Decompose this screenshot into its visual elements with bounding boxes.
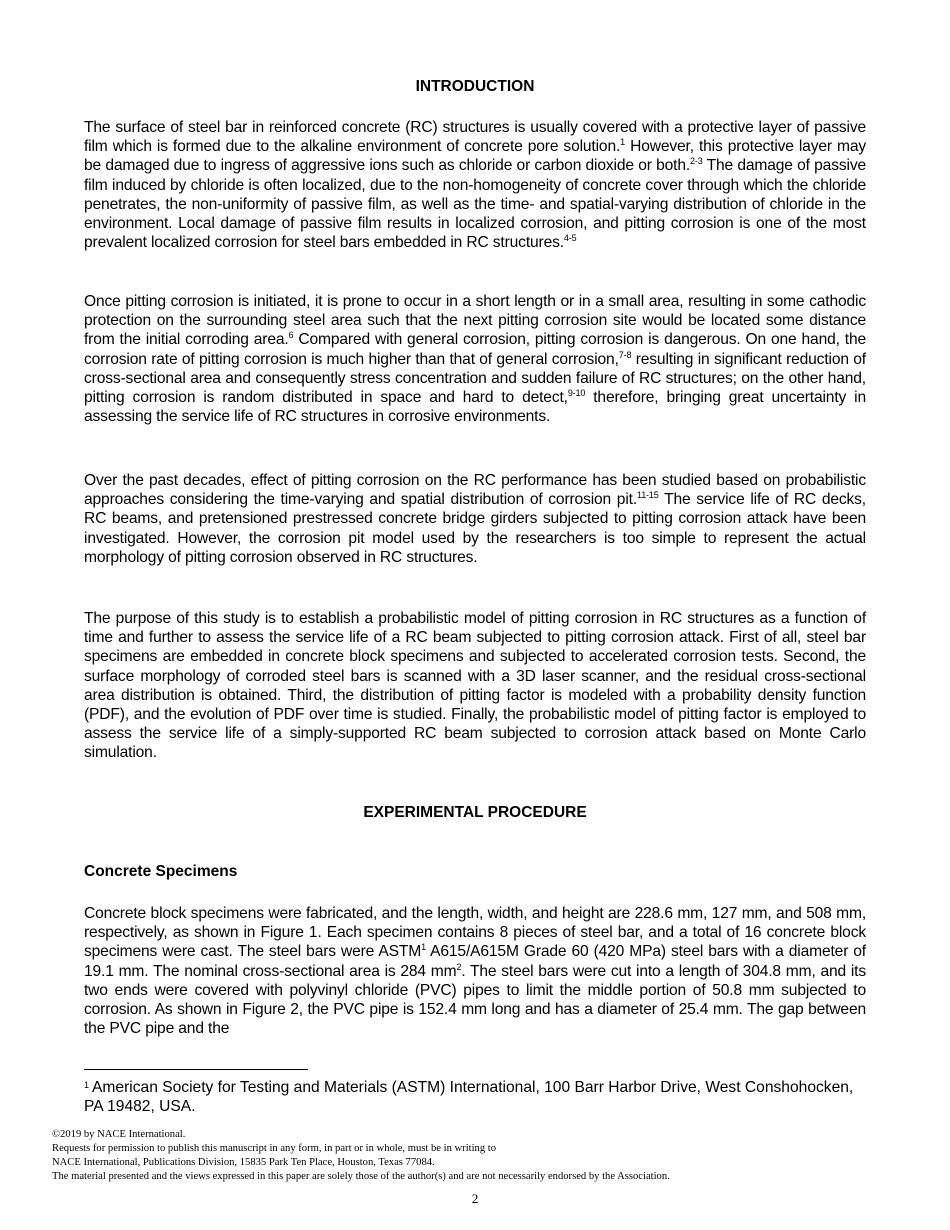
paragraph-intro-4 [84,609,866,763]
paragraph-specimens-1 [84,904,866,1038]
citation: 6 [288,330,294,341]
footnote-ref: 1 [421,942,426,953]
text: However, this protective layer may be damaged due to ingress of aggressive ions such as chloride or carbon dioxide or both. [84,138,866,175]
page-number: 2 [471,1191,479,1206]
footnote-mark: 1 [84,1080,90,1090]
text: Compared with general corrosion, pitting corrosion is dangerous. On one hand, the corrosion rate of pitting corrosion is much higher than that of general corrosion, [84,331,866,368]
paragraph-intro-3 [84,471,866,567]
text: A615/A615M Grade 60 (420 MPa) steel bars with a diameter of 19.1 mm. The nominal cross-sectional area is 284 mm [84,943,866,980]
text: The service life of RC decks, RC beams, and pretensioned prestressed concrete bridge girders subjected to pitting corrosion attack have been investigated. However, the corrosion pit model used by the researchers is too simple to represent the actual morphology of pitting corrosion observed in RC structures. [84,491,866,566]
heading-experimental-procedure: EXPERIMENTAL PROCEDURE [363,804,587,821]
text: The surface of steel bar in reinforced concrete (RC) structures is usually covered with a protective layer of passive film which is formed due to the alkaline environment of concrete pore solution. [84,119,866,156]
text: Once pitting corrosion is initiated, it is prone to occur in a short length or in a small area, resulting in some cathodic protection on the surrounding steel area such that the next pitting corrosion site would be located some distance from the initial corroding area. [84,293,866,349]
footnote-text: American Society for Testing and Materials (ASTM) International, 100 Barr Harbor Drive, West Conshohocken, PA 19482, USA. [84,1079,854,1116]
footer-line: NACE International, Publications Division, 15835 Park Ten Place, Houston, Texas 77084. [52,1157,435,1168]
citation: 2-3 [690,156,703,167]
citation: 11-15 [637,490,659,501]
citation: 7-8 [618,349,632,360]
text: The purpose of this study is to establish a probabilistic model of pitting corrosion in RC structures as a function of time and further to assess the service life of a RC beam subjected to pitting corrosion attack. First of all, steel bar specimens are embedded in concrete block specimens and subjected to accelerated corrosion tests. Second, the surface morphology of corroded steel bars is scanned with a 3D laser scanner, and the residual cross-sectional area distribution is obtained. Third, the distribution of pitting factor is modeled with a probability density function (PDF), and the evolution of PDF over time is studied. Finally, the probabilistic model of pitting factor is employed to assess the service life of a simply-supported RC beam subjected to corrosion attack based on Monte Carlo simulation. [84,610,866,762]
text: Over the past decades, effect of pitting corrosion on the RC performance has been studied based on probabilistic approaches considering the time-varying and spatial distribution of corrosion pit. [84,472,866,509]
superscript: 2 [456,961,462,972]
citation: 9-10 [567,388,586,399]
footnote [84,1078,866,1116]
text: The damage of passive film induced by chloride is often localized, due to the non-homogeneity of concrete cover through which the chloride penetrates, the non-uniformity of passive film, as well as the time- and spatial-varying distribution of chloride in the environment. Local damage of passive film results in localized corrosion, and pitting corrosion is one of the most prevalent localized corrosion for steel bars embedded in RC structures. [84,157,866,252]
text: resulting in significant reduction of cross-sectional area and consequently stress concentration and sudden failure of RC structures; on the other hand, pitting corrosion is random distributed in space and hard to detect, [84,350,866,407]
paragraph-intro-2 [84,292,866,426]
footer-line: Requests for permission to publish this manuscript in any form, in part or in whole, must be in writing to [52,1143,497,1154]
footnote-divider [84,1069,308,1070]
heading-introduction: INTRODUCTION [415,78,535,95]
text: . The steel bars were cut into a length of 304.8 mm, and its two ends were covered with polyvinyl chloride (PVC) pipes to limit the middle portion of 50.8 mm subjected to corrosion. As shown in Figure 2, the PVC pipe is 152.4 mm long and has a diameter of 25.4 mm. The gap between the PVC pipe and the [84,962,866,1038]
paragraph-intro-1 [84,118,866,252]
citation: 4-5 [563,233,577,244]
copyright-footer [52,1128,902,1184]
citation: 1 [620,137,626,148]
subheading-concrete-specimens: Concrete Specimens [84,863,238,880]
footer-line: ©2019 by NACE International. [52,1129,186,1140]
footer-line: The material presented and the views expressed in this paper are solely those of the author(s) and are not necessarily endorsed by the Association. [52,1171,670,1182]
text: therefore, bringing great uncertainty in assessing the service life of RC structures in corrosive environments. [84,389,866,426]
text: Concrete block specimens were fabricated, and the length, width, and height are 228.6 mm, 127 mm, and 508 mm, respectively, as shown in Figure 1. Each specimen contains 8 pieces of steel bar, and a total of 16 concrete block specimens were cast. The steel bars were ASTM [84,905,866,961]
